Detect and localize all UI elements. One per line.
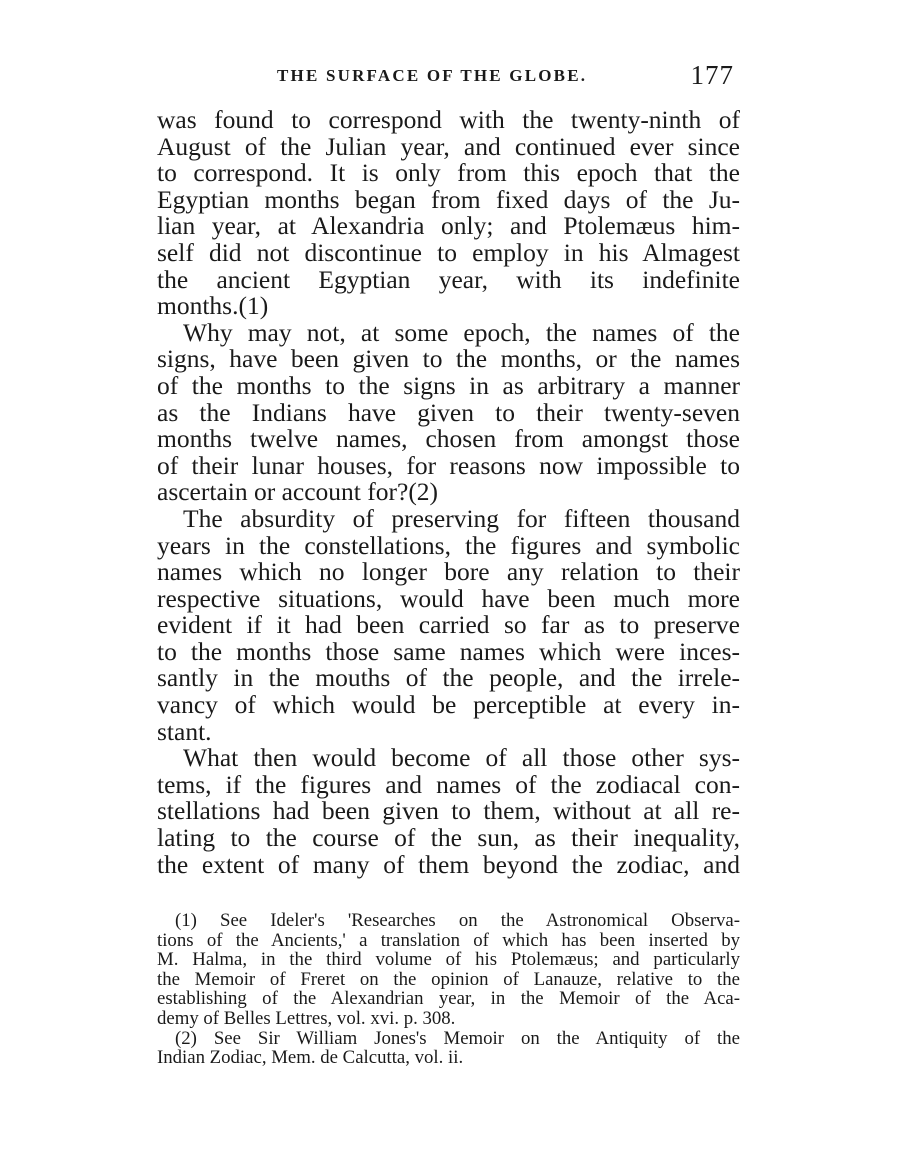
running-title: THE SURFACE OF THE GLOBE. <box>277 66 588 85</box>
page-header <box>157 62 740 92</box>
paragraph-start: Why may not, at some epoch, the names of the <box>183 317 740 347</box>
text-line: signs, have been given to the months, or the names <box>157 344 740 374</box>
text-line: the ancient Egyptian year, with its indefinite <box>157 264 740 294</box>
footnote-2: (2) See Sir William Jones's Memoir on the Antiquity of the <box>175 1027 740 1049</box>
footnotes <box>157 911 740 1068</box>
text-line: months.(1) <box>157 291 269 321</box>
text-line: vancy of which would be perceptible at every in- <box>157 690 740 720</box>
text-line: lian year, at Alexandria only; and Ptolemæus him- <box>157 211 740 241</box>
footnote-line: tions of the Ancients,' a translation of which has been inserted by <box>157 929 740 951</box>
text-line: stellations had been given to them, without at all re- <box>157 796 740 826</box>
text-line: tems, if the figures and names of the zodiacal con- <box>157 769 740 799</box>
text-line: Egyptian months began from fixed days of the Ju- <box>157 184 740 214</box>
text-line: to correspond. It is only from this epoch that the <box>157 158 740 188</box>
footnote-line: Indian Zodiac, Mem. de Calcutta, vol. ii. <box>157 1047 464 1069</box>
text-line: names which no longer bore any relation to their <box>157 557 740 587</box>
footnote-line: demy of Belles Lettres, vol. xvi. p. 308. <box>157 1007 456 1029</box>
footnote-line: establishing of the Alexandrian year, in the Memoir of the Aca- <box>157 988 740 1010</box>
text-line: self did not discontinue to employ in his Almagest <box>157 237 740 267</box>
text-line: respective situations, would have been much more <box>157 583 740 613</box>
footnote-1: (1) See Ideler's 'Researches on the Astronomical Observa- <box>175 910 740 931</box>
text-line: years in the constellations, the figures and symbolic <box>157 530 740 560</box>
footnote-line: M. Halma, in the third volume of his Ptolemæus; and particularly <box>157 949 740 971</box>
page-number: 177 <box>690 60 734 90</box>
text-line: evident if it had been carried so far as to preserve <box>157 610 740 640</box>
paragraph-start: The absurdity of preserving for fifteen thousand <box>183 503 740 533</box>
text-line: stant. <box>157 716 212 746</box>
text-line: to the months those same names which were inces- <box>157 636 740 666</box>
text-line: lating to the course of the sun, as their inequality, <box>157 823 740 853</box>
text-line: ascertain or account for?(2) <box>157 477 439 507</box>
text-line: was found to correspond with the twenty-ninth of <box>157 105 740 134</box>
text-line: the extent of many of them beyond the zodiac, and <box>157 849 740 879</box>
body-text <box>157 107 740 878</box>
text-line: as the Indians have given to their twenty-seven <box>157 397 740 427</box>
text-line: santly in the mouths of the people, and the irrele- <box>157 663 740 693</box>
text-line: August of the Julian year, and continued ever since <box>157 131 740 161</box>
text-line: of the months to the signs in as arbitrary a manner <box>157 370 740 400</box>
text-line: of their lunar houses, for reasons now impossible to <box>157 450 740 480</box>
text-line: months twelve names, chosen from amongst those <box>157 424 740 454</box>
paragraph-start: What then would become of all those other sys- <box>183 743 740 773</box>
footnote-line: the Memoir of Freret on the opinion of Lanauze, relative to the <box>157 968 740 990</box>
